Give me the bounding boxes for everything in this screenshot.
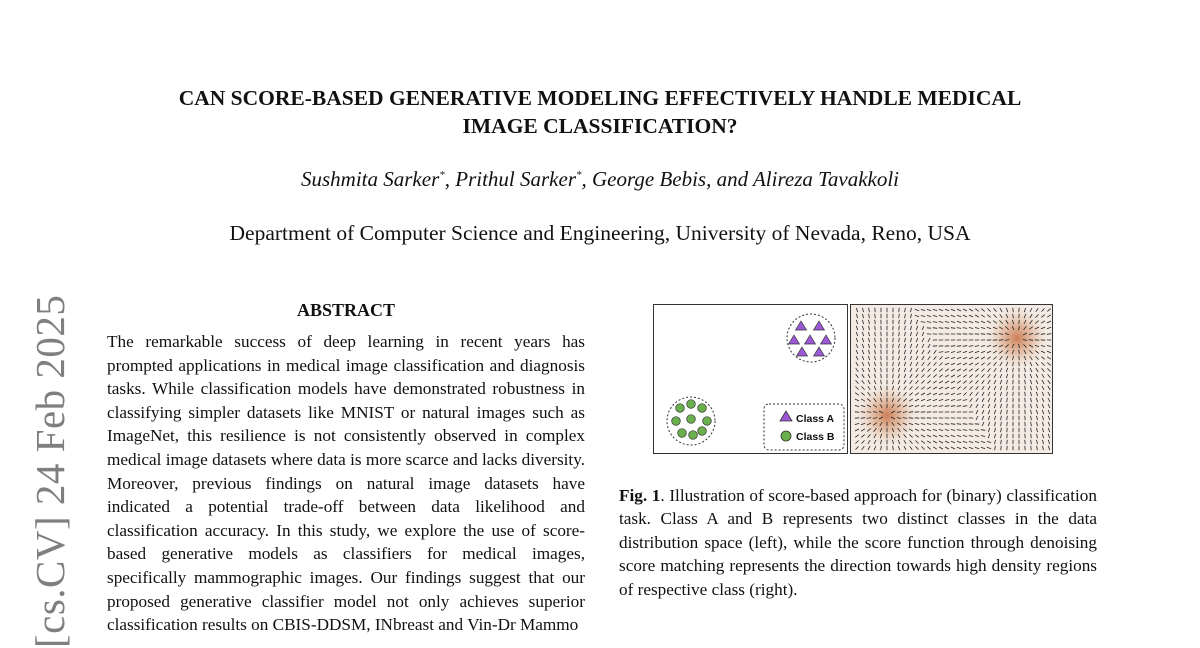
author-separator: ,	[581, 167, 592, 191]
class-b-density-region	[853, 381, 921, 449]
legend-class-b-label: Class B	[796, 431, 835, 443]
paper-title-line-2: IMAGE CLASSIFICATION?	[462, 114, 738, 138]
class-a-density-region	[983, 304, 1051, 372]
equal-contribution-mark: *	[439, 169, 445, 181]
author-separator: , and	[706, 167, 753, 191]
arxiv-identifier: [cs.CV] 24 Feb 2025	[27, 294, 73, 648]
abstract-heading: ABSTRACT	[296, 300, 396, 320]
class-b-sample-circle	[678, 429, 687, 438]
class-b-sample-circle	[703, 417, 712, 426]
class-b-legend-circle-icon	[781, 431, 791, 441]
figure-label: Fig. 1	[619, 486, 661, 505]
class-b-sample-circle	[687, 415, 696, 424]
author-name: Sushmita Sarker	[301, 167, 440, 191]
author-list	[100, 167, 1100, 192]
paper-title	[110, 84, 1090, 140]
author-name: Prithul Sarker	[455, 167, 576, 191]
abstract-text: The remarkable success of deep learning in recent years has prompted applications in medical image classification and diagnosis tasks. While classification models have demonstrated robustness in classifying simpler datasets like MNIST or natural images such as ImageNet, this resilience is not consistently observed in complex medical image datasets where data is more scarce and lacks diversity. Moreover, previous findings on natural image datasets have indicated a potential trade-off between data likelihood and classification accuracy. In this study, we explore the use of score-based generative models as classifiers for medical images, specifically mammographic images. Our findings suggest that our proposed generative classifier model not only achieves superior classification results on CBIS-DDSM, INbreast and Vin-Dr Mammo	[107, 332, 585, 635]
author-name: Alireza Tavakkoli	[752, 167, 899, 191]
class-b-cluster	[672, 400, 712, 440]
class-b-sample-circle	[698, 427, 707, 436]
class-b-sample-circle	[672, 417, 681, 426]
class-b-sample-circle	[698, 404, 707, 413]
class-b-sample-circle	[687, 400, 696, 409]
affiliation: Department of Computer Science and Engineering, University of Nevada, Reno, USA	[229, 221, 971, 245]
figure-1-caption	[619, 484, 1097, 601]
caption-text: . Illustration of score-based approach for (binary) classification task. Class A and B represents two distinct classes in the data distribution space (left), while the score function through denoising score matching represents the direction towards high density regions of respective class (right).	[619, 486, 1097, 599]
class-b-sample-circle	[676, 404, 685, 413]
author-name: George Bebis	[592, 167, 707, 191]
figure-1	[653, 304, 1053, 454]
class-b-sample-circle	[689, 431, 698, 440]
equal-contribution-mark: *	[576, 169, 582, 181]
author-separator: ,	[444, 167, 456, 191]
figure-1-illustration	[653, 304, 1053, 454]
legend-box	[764, 404, 844, 450]
legend-class-a-label: Class A	[796, 413, 835, 425]
paper-title-line-1: CAN SCORE-BASED GENERATIVE MODELING EFFECTIVELY HANDLE MEDICAL	[178, 86, 1022, 110]
